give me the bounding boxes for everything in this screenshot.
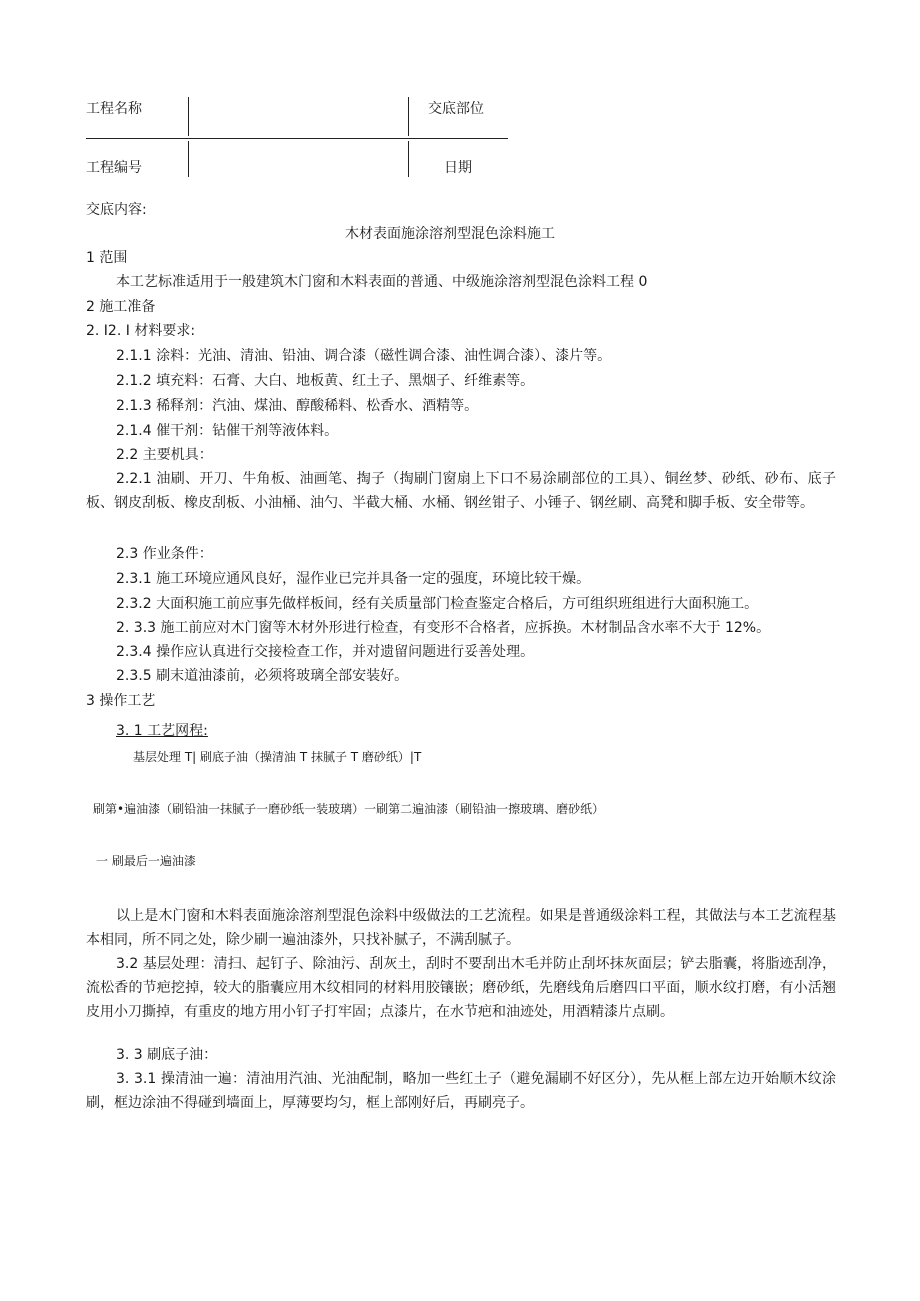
list-item: 2.3.2 大面积施工前应事先做样板间，经有关质量部门检查鉴定合格后，方可组织班组进行大面积施工。 <box>116 596 759 612</box>
paragraph: 3.2 基层处理：清扫、起钉子、除油污、刮灰土，刮时不要刮出木毛并防止刮坏抹灰面层；铲去脂囊，将脂迹刮净，流松香的节疤挖掉，较大的脂囊应用木纹相同的材料用胶镶嵌；磨砂纸，先磨线角后磨四口平面，顺水纹打磨，有小活翘皮用小刀撕掉，有重皮的地方用小钉子打牢固；点漆片，在水节疤和油迹处，用酒精漆片点刷。 <box>86 956 836 1020</box>
paragraph: 3. 3.1 操清油一遍：清油用汽油、光油配制，略加一些红土子（避免漏刷不好区分），先从框上部左边开始顺木纹涂刷，框边涂油不得碰到墙面上，厚薄要均匀，框上部刚好后，再刷亮子。 <box>86 1071 836 1111</box>
flow-line: 基层处理 T| 刷底子油（操清油 T 抹腻子 T 磨砂纸）|T <box>133 750 422 764</box>
list-item: 2.1.1 涂料：光油、清油、铅油、调合漆（磁性调合漆、油性调合漆）、漆片等。 <box>116 348 612 364</box>
subsection-heading: 3. 3 刷底子油： <box>116 1047 218 1063</box>
document-title: 木材表面施涂溶剂型混色涂料施工 <box>345 226 555 242</box>
project-no-label: 工程编号 <box>86 160 142 176</box>
section-heading: 2 施工准备 <box>86 299 156 315</box>
table-divider <box>188 141 189 177</box>
subsection-heading: 2.3 作业条件： <box>116 546 213 562</box>
list-item: 2.1.4 催干剂：钻催干剂等液体料。 <box>116 423 339 439</box>
section-heading: 3 操作工艺 <box>86 693 156 709</box>
paragraph: 以上是木门窗和木料表面施涂溶剂型混色涂料中级做法的工艺流程。如果是普通级涂料工程，其做法与本工艺流程基本相同，所不同之处，除少刷一遍油漆外，只找补腻子，不满刮腻子。 <box>86 908 836 948</box>
subsection-heading: 2. I2. I 材料要求: <box>86 323 196 339</box>
list-item: 2.3.1 施工环境应通风良好，湿作业已完并具备一定的强度，环境比较干燥。 <box>116 571 591 587</box>
section-heading: 1 范围 <box>86 250 128 266</box>
content-label: 交底内容: <box>86 202 147 218</box>
date-label: 日期 <box>444 160 472 176</box>
list-item: 2. 3.3 施工前应对木门窗等木材外形进行检查，有变形不合格者，应拆换。木材制品含水率不大于 12%。 <box>116 620 771 636</box>
list-item: 2.3.4 操作应认真进行交接检查工作，并对遗留问题进行妥善处理。 <box>116 644 535 660</box>
paragraph: 本工艺标准适用于一般建筑木门窗和木料表面的普通、中级施涂溶剂型混色涂料工程 0 <box>116 274 648 290</box>
subsection-heading: 3. 1 工艺网程: <box>116 723 208 739</box>
table-divider <box>188 97 189 136</box>
list-item: 2.1.2 填充料：石膏、大白、地板黄、红土子、黑烟子、纤维素等。 <box>116 373 535 389</box>
table-divider <box>408 97 409 136</box>
project-name-label: 工程名称 <box>86 101 142 117</box>
list-item: 2.1.3 稀释剂：汽油、煤油、醇酸稀料、松香水、酒精等。 <box>116 398 479 414</box>
table-divider <box>408 141 409 177</box>
list-item: 2.2.1 油刷、开刀、牛角板、油画笔、掏子（掏刷门窗扇上下口不易涂刷部位的工具）、铜丝梦、砂纸、砂布、底子板、钢皮刮板、橡皮刮板、小油桶、油勺、半截大桶、水桶、钢丝钳子、小锤子、钢丝刷、高凳和脚手板、安全带等。 <box>86 471 836 511</box>
flow-line: 刷第•遍油漆（刷铅油一抹腻子一磨砂纸一装玻璃）一刷第二遍油漆（刷铅油一擦玻璃、磨砂纸） <box>93 802 605 816</box>
list-item: 2.3.5 刷末道油漆前，必须将玻璃全部安装好。 <box>116 668 409 684</box>
position-label: 交底部位 <box>428 101 484 117</box>
subsection-heading: 2.2 主要机具： <box>116 447 213 463</box>
flow-line: 一 刷最后一遍油漆 <box>96 854 196 868</box>
table-rule <box>86 138 508 139</box>
